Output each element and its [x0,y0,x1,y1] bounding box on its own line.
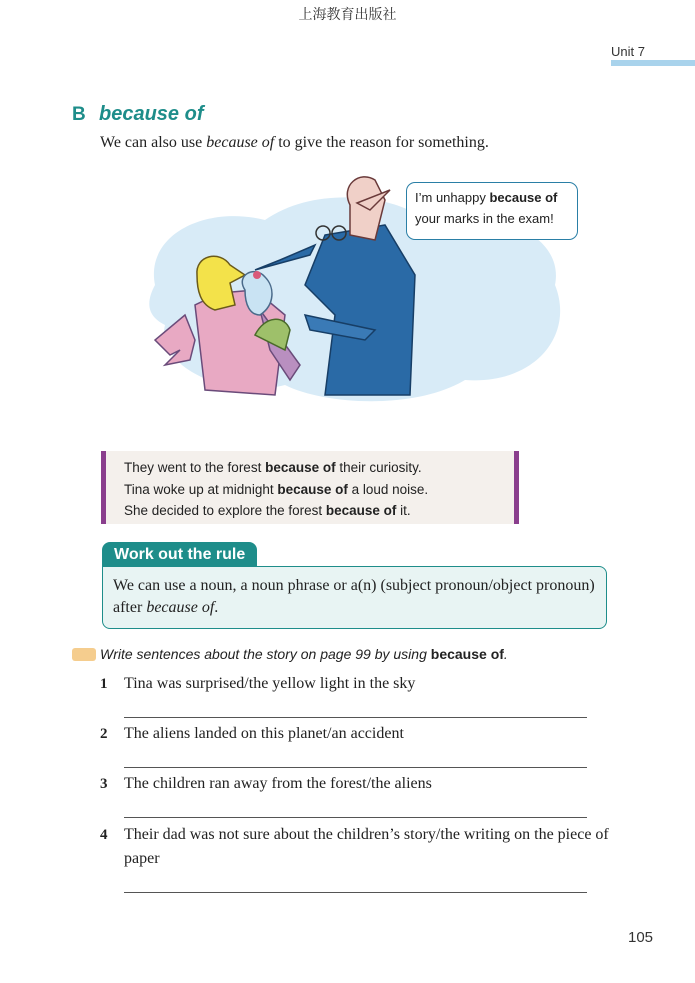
answer-line[interactable] [124,817,587,818]
example-text-bold: because of [277,481,348,497]
rule-text-end: . [214,599,219,616]
example-text-end: it. [396,503,411,518]
unit-label: Unit 7 [611,44,645,59]
example-text-start: They went to the forest [124,460,266,475]
speech-bubble [406,182,578,240]
example-sentence [124,457,514,479]
page-number: 105 [628,929,654,946]
item-number: 3 [100,776,108,792]
instruction-text-bold: because of [430,646,504,662]
intro-text-end: to give the reason for something. [274,134,489,151]
exercise-instruction [100,646,508,662]
bubble-text-bold: because of [489,190,558,205]
item-prompt: Tina was surprised/the yellow light in the sky [124,675,416,692]
example-sentence [124,479,514,501]
instruction-text-start: Write sentences about the story on page 99 by using [100,646,431,662]
answer-line[interactable] [124,717,587,718]
answer-line[interactable] [124,892,587,893]
item-number: 2 [100,726,108,742]
section-letter: B [72,104,86,125]
example-text-bold: because of [325,503,397,518]
example-sentence [124,500,514,522]
rule-title: Work out the rule [102,542,257,568]
examples-box [101,451,519,524]
section-intro [100,134,489,152]
unit-accent-bar [611,60,695,66]
item-prompt: The aliens landed on this planet/an accident [124,725,404,742]
example-text-start: Tina woke up at midnight [124,481,278,497]
instruction-text-end: . [503,646,508,662]
item-prompt: The children ran away from the forest/the aliens [124,775,432,792]
section-title: because of [99,103,204,125]
rule-text-start: We can use a noun, a noun phrase or a(n) (subject pronoun/object pronoun) after [113,577,595,616]
example-text-end: their curiosity. [335,460,422,475]
rule-box [102,566,607,629]
answer-line[interactable] [124,767,587,768]
exercise-marker [72,648,96,661]
item-number: 4 [100,827,108,843]
rule-text-italic: because of [146,599,215,616]
item-number: 1 [100,676,108,692]
intro-text-italic: because of [206,134,275,151]
example-text-start: She decided to explore the forest [124,503,326,518]
bubble-line-2: your marks in the exam! [415,211,554,226]
example-text-bold: because of [265,460,336,475]
intro-text-start: We can also use [100,134,207,151]
bubble-text-start: I’m unhappy [415,190,490,205]
publisher-header: 上海教育出版社 [298,7,397,23]
example-text-end: a loud noise. [347,481,429,497]
item-prompt: Their dad was not sure about the children’s story/the writing on the piece of paper [124,826,609,867]
bubble-line-1 [415,187,569,208]
